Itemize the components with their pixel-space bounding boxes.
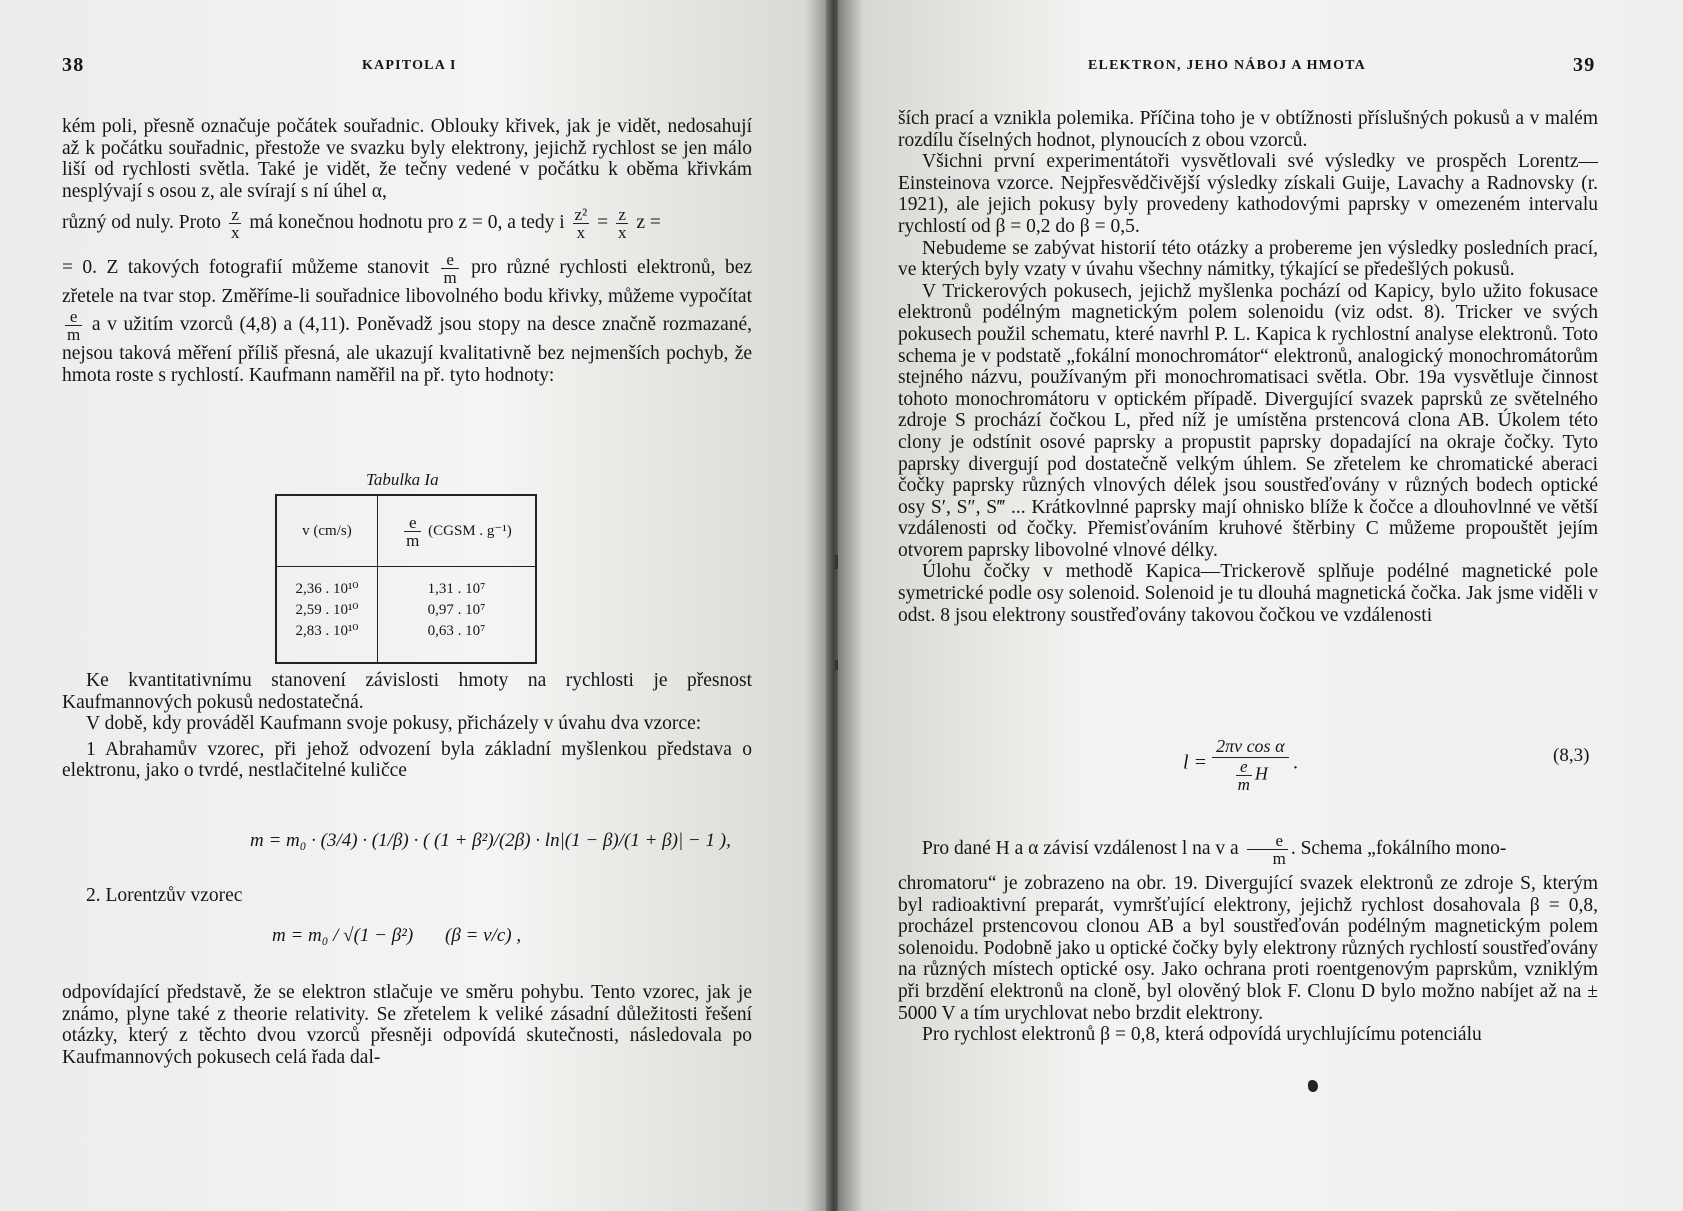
paragraph: Úlohu čočky v methodě Kapica—Trickerově splňuje podélné magnetické pole symetrické podle osy solenoid. Solenoid je tu dlouhá magnetická čočka. Jak jsme viděli v odst. 8 jsou elektrony soustřeďovány takovou čočkou ve vzdálenosti [898,561,1598,626]
fraction-e-m [441,251,458,286]
frac-num: z [616,206,629,224]
right-running-head [838,54,1683,84]
equation-denominator [1212,758,1288,793]
fraction-z2-x [573,206,590,241]
equation-number: (8,3) [1553,745,1590,766]
table-header-v: v (cm/s) [276,495,377,567]
fraction-z-x [229,206,242,241]
text-span: má konečnou hodnotu pro z = 0, a tedy i [249,212,565,234]
frac-den: x [576,223,586,243]
frac-num: e [1247,832,1288,850]
lorentz-label [62,885,362,907]
frac-den: m [406,530,420,550]
frac-den: x [617,223,627,243]
right-text-top [898,108,1598,626]
text-span: Pro dané H a α závisí vzdálenost l na v a [922,837,1239,859]
text-span: = 0. Z takových fotografií můžeme stanovit [62,257,430,279]
left-text-top [62,116,752,386]
paragraph: odpovídající představě, že se elektron stlačuje ve směru pohybu. Tento vzorec, jak je známo, plyne také z theorie relativity. Se zřetelem k veliké zásadní důležitosti řešení otázky, který z těchto dvou vzorců přesněji odpovídá skutečnosti, následovala po Kaufmannových pokusech celá řada dal- [62,982,752,1068]
fraction-e-m-header [404,514,421,549]
paragraph: Pro rychlost elektronů β = 0,8, která odpovídá urychlujícímu potenciálu [922,1024,1482,1046]
right-page [838,0,1683,1211]
paragraph: 2. Lorentzův vzorec [86,885,243,906]
paragraph-formula-line [62,251,752,386]
equation-numerator: 2πv cos α [1212,735,1288,758]
paragraph-formula-line [898,832,1598,867]
table-cell-v: 2,59 . 10¹⁰ [276,600,377,621]
page-number-right: 39 [1573,54,1596,76]
text-span: různý od nuly. Proto [62,212,222,234]
paragraph-formula-line: různý od nuly. Proto $\frac{z}{x}$ má konečnou hodnotu pro z = 0, a tedy i $\frac{\text{z²}}{x}$ = $\frac{z}{x}$ z = [62,205,661,243]
frac-num: z [229,206,242,224]
equation-h: H [1254,763,1268,784]
equation-fraction [1212,735,1288,793]
paragraph: Všichni první experimentátoři vysvětlovali své výsledky ve prospěch Lorentz—Einsteinova vzorce. Nejpřesvědčivější výsledky získali Guije, Lavachy a Radnovsky (r. 1921), ale jejich pokusy byly provedeny kathodovými paprsky v omezeném intervalu rychlostí od β = 0,2 do β = 0,5. [898,151,1598,237]
fraction-e-m-2 [65,308,82,343]
running-head-title-left: KAPITOLA I [362,58,457,73]
table-row [276,600,536,621]
table-row [276,621,536,663]
text-span: . Schema „fokálního mono- [1290,837,1507,859]
left-text-after-table [62,670,752,782]
paragraph: Ke kvantitativnímu stanovení závislosti hmoty na rychlosti je přesnost Kaufmannových pokusů nedostatečná. [62,670,752,713]
table-cell-em: 0,97 . 10⁷ [427,602,486,618]
paragraph: V době, kdy prováděl Kaufmann svoje pokusy, přicházely v úvahu dva vzorce: [86,713,702,735]
left-running-head [0,54,830,84]
paragraph: V Trickerových pokusech, jejichž myšlenka pochází od Kapicy, bylo užito fokusace elektronů podélným magnetickým polem solenoidu (viz odst. 8). Tricker ve svých pokusech použil schematu, které navrhl P. L. Kapica k rychlostní analyse elektronů. Toto schema je v podstatě „fokální monochromátor“ elektronů, analogický monochromátorům stejného názvu, používaným při monochromatisaci světla. Obr. 19a vysvětluje činnost tohoto monochromátoru v optickém případě. Divergující svazek paprsků ze světelného zdroje S prochází čočkou L, před níž je umístěna prstencová clona AB. Úkolem této clony je odstínit osové paprsky a propustit paprsky dopadající na okraje čočky. Tyto paprsky divergují pod dostatečně velkým úhlem. Se zřetelem ke chromatické aberaci čočky paprsky různých vlnových délek jsou soustřeďovány v různých bodech optické osy S′, S″, S‴ ... Krátkovlnné paprsky mají ohnisko blíže k čočce a dlouhovlnné ve větší vzdálenosti od čočky. Přemisťováním kruhové štěrbiny C můžeme propouštět jejím otvorem paprsky libovolné vlnové délky. [898,280,1598,561]
equation-lhs: l = [1183,751,1208,774]
table-header-em [377,495,536,567]
right-text-bottom [898,832,1598,1046]
table-row [276,567,536,601]
table-cell-em: 0,63 . 10⁷ [427,623,486,639]
paragraph: 1 Abrahamův vzorec, při jehož odvození byla základní myšlenkou představa o elektronu, jako o tvrdé, nestlačitelné kuličce [62,738,752,782]
table-caption: Tabulka Ia [366,470,439,489]
frac-num: e [404,514,421,532]
paragraph: chromatoru“ je zobrazeno na obr. 19. Divergující svazek elektronů ze zdroje S, kterým byl radioaktivní preparát, vymršťující elektrony, jejichž rychlost dosahovala β = 0,8, procházel prstencovou clonou AB a byl soustřeďován podélným magnetickým polem solenoidu. Podobně jako u optické čočky byly elektrony různých rychlostí soustřeďovány na různých místech optické osy. Jako ochrana proti roentgenovým paprskům, vzniklým při brzdění elektronů na cloně, byl olověný blok F. Clonu D bylo možno nabíjet až na ± 5000 V a tím urychlovat nebo brzdit elektrony. [898,873,1598,1024]
fraction-e-m-eq [1236,758,1252,793]
binding-speck [835,555,838,569]
page-number-left: 38 [62,54,85,76]
left-text-bottom [62,982,752,1068]
left-page [0,0,830,1211]
paragraph: ších prací a vznikla polemika. Příčina toho je v obtížnosti příslušných pokusů a v malém rozdílu číselných hodnot, plynoucích z obou vzorců. [898,108,1598,151]
abraham-formula: m = m₀ · (3/4) · (1/β) · ( (1 + β²)/(2β) · ln|(1 − β)/(1 + β)| − 1 ), [250,830,731,851]
frac-den: m [443,268,457,288]
data-table [275,494,537,664]
text-span: a v užitím vzorců (4,8) a (4,11). Poněvadž jsou stopy na desce značně rozmazané, nejsou taková měření příliš přesná, ale ukazují kvalitativně bez nejmenších pochyb, že hmota roste s rychlostí. Kaufmann naměřil na př. tyto hodnoty: [62,313,753,386]
table-cell-v: 2,36 . 10¹⁰ [276,567,377,601]
lorentz-formula: m = m₀ / √(1 − β²) [272,925,414,946]
running-head-title-right: ELEKTRON, JEHO NÁBOJ A HMOTA [1088,58,1366,73]
table-header-row [276,495,536,567]
paragraph: Nebudeme se zabývat historií této otázky a probereme jen výsledky posledních prací, ve kterých byly vzaty v úvahu všechny námitky, týkající se předešlých pokusů. [898,237,1598,281]
fraction-e-m-right [1247,832,1288,867]
frac-den: m [1272,849,1286,868]
fraction-z-x-2 [616,206,629,241]
table-cell-em: 1,31 . 10⁷ [427,581,486,597]
frac-num: z² [574,205,588,225]
frac-den: m [1237,775,1250,794]
table-cell-v: 2,83 . 10¹⁰ [276,621,377,663]
table-header-unit: (CGSM . g⁻¹) [428,522,512,539]
frac-den: x [230,223,240,243]
frac-num: e [441,251,458,269]
equation-8-3: l = 2πv cos α $\frac{e}{m}$ H . [1183,736,1299,794]
text-span: pro různé rychlosti elektronů, bez zřetele na tvar stop. Změříme-li souřadnice libovolného bodu křivky, můžeme vypočítat [62,257,752,308]
paragraph: kém poli, přesně označuje počátek souřadnic. Oblouky křivek, jak je vidět, nedosahují až k počátku souřadnic, přestože ve svazku byly elektrony, jejichž rychlost se jen málo liší od rychlosti světla. Také je vidět, že tečny vedené v počátku k oběma křivkám nesplývají s osou z, ale svírají s ní úhel α, [62,116,752,202]
binding-speck [835,660,838,670]
ink-blot-mark [1308,1080,1318,1092]
frac-den: m [67,324,81,344]
frac-num: e [65,308,82,326]
lorentz-beta: (β = v/c) , [445,925,522,946]
frac-num: e [1236,758,1252,776]
